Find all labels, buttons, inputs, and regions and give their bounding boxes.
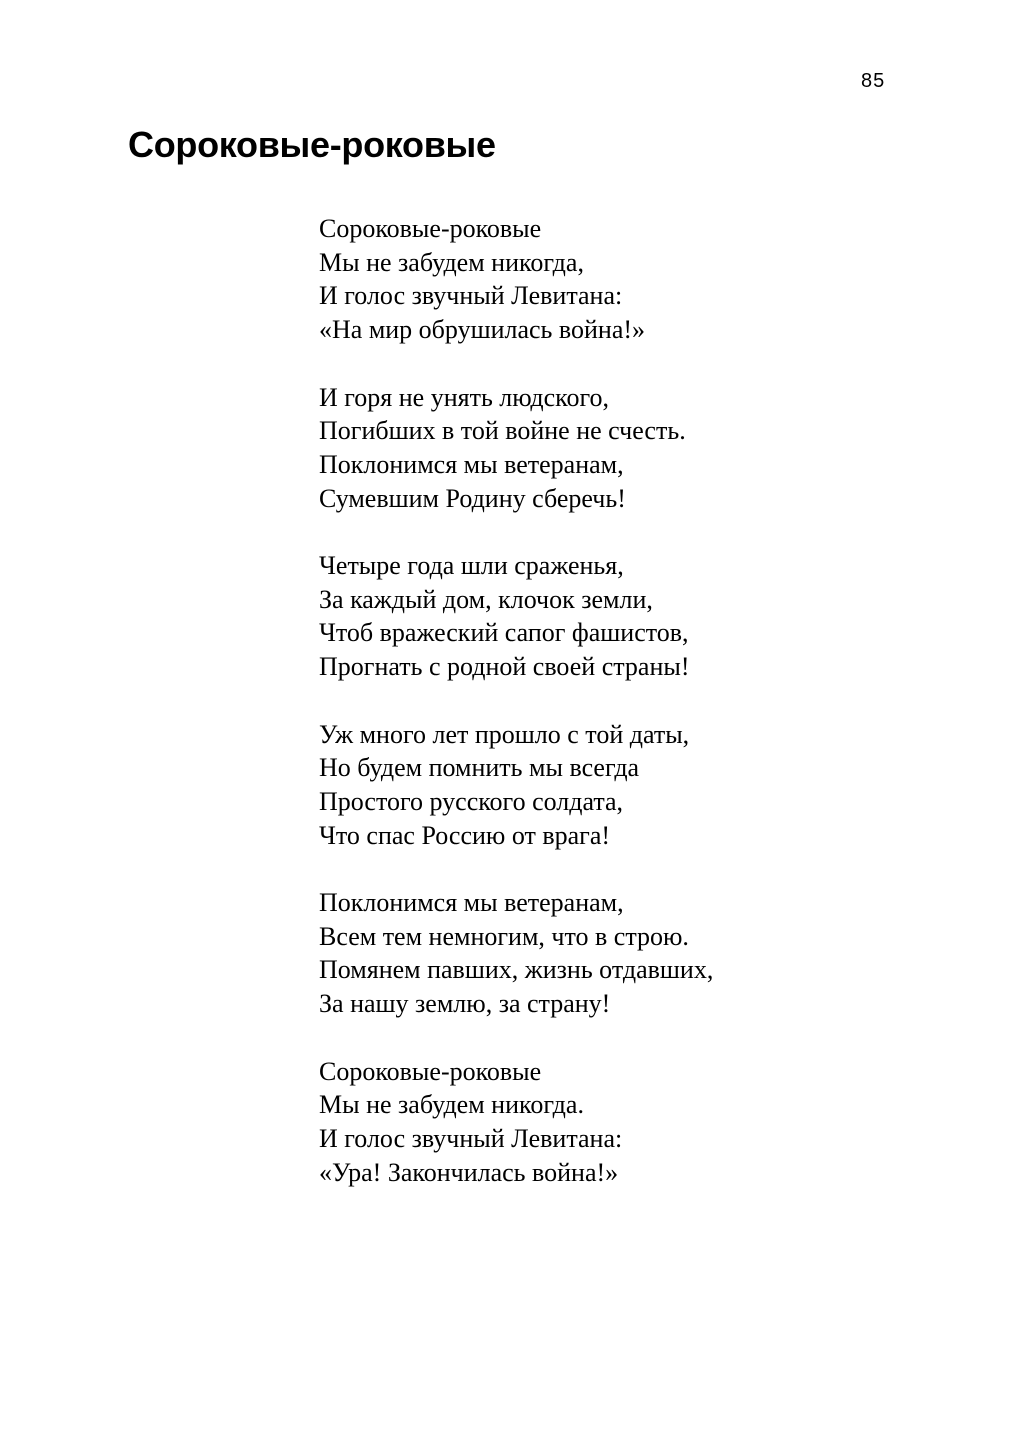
poem-line: Что спас Россию от врага! (319, 820, 611, 850)
stanza (319, 1055, 713, 1190)
poem-line: Прогнать с родной своей страны! (319, 652, 690, 682)
stanza (319, 381, 713, 516)
poem-line: Уж много лет прошло с той даты, (319, 719, 690, 749)
poem-line: «На мир обрушилась война!» (319, 315, 646, 345)
poem-line: Поклонимся мы ветеранам, (319, 449, 624, 479)
poem-line: И голос звучный Левитана: (319, 1123, 623, 1153)
stanza (319, 718, 713, 853)
poem-line: Четыре года шли сраженья, (319, 551, 624, 580)
poem-line: И горя не унять людского, (319, 382, 609, 412)
poem-line: Чтоб вражеский сапог фашистов, (319, 618, 689, 648)
poem-line: За каждый дом, клочок земли, (319, 584, 653, 614)
page-number: 85 (861, 70, 886, 92)
stanza (319, 212, 713, 347)
poem-line: Простого русского солдата, (319, 786, 624, 816)
poem-line: «Ура! Закончилась война!» (319, 1157, 619, 1187)
poem-line: Всем тем немногим, что в строю. (319, 921, 689, 951)
poem-line: Сумевшим Родину сберечь! (319, 483, 626, 513)
poem-line: Помянем павших, жизнь отдавших, (319, 955, 714, 985)
poem-line: Мы не забудем никогда. (319, 1090, 584, 1120)
poem-line: И голос звучный Левитана: (319, 281, 623, 311)
poem-line: Мы не забудем никогда, (319, 247, 584, 277)
poem-line: Погибших в той войне не счесть. (319, 416, 686, 446)
poem-body (319, 212, 713, 1223)
stanza (319, 886, 713, 1021)
poem-title: Сороковые-роковые (128, 124, 496, 165)
poem-line: Но будем помнить мы всегда (319, 753, 640, 783)
poem-line: Сороковые-роковые (319, 214, 542, 243)
poem-line: Поклонимся мы ветеранам, (319, 888, 624, 917)
poem-line: Сороковые-роковые (319, 1056, 542, 1086)
stanza (319, 549, 713, 684)
poem-line: За нашу землю, за страну! (319, 989, 611, 1019)
